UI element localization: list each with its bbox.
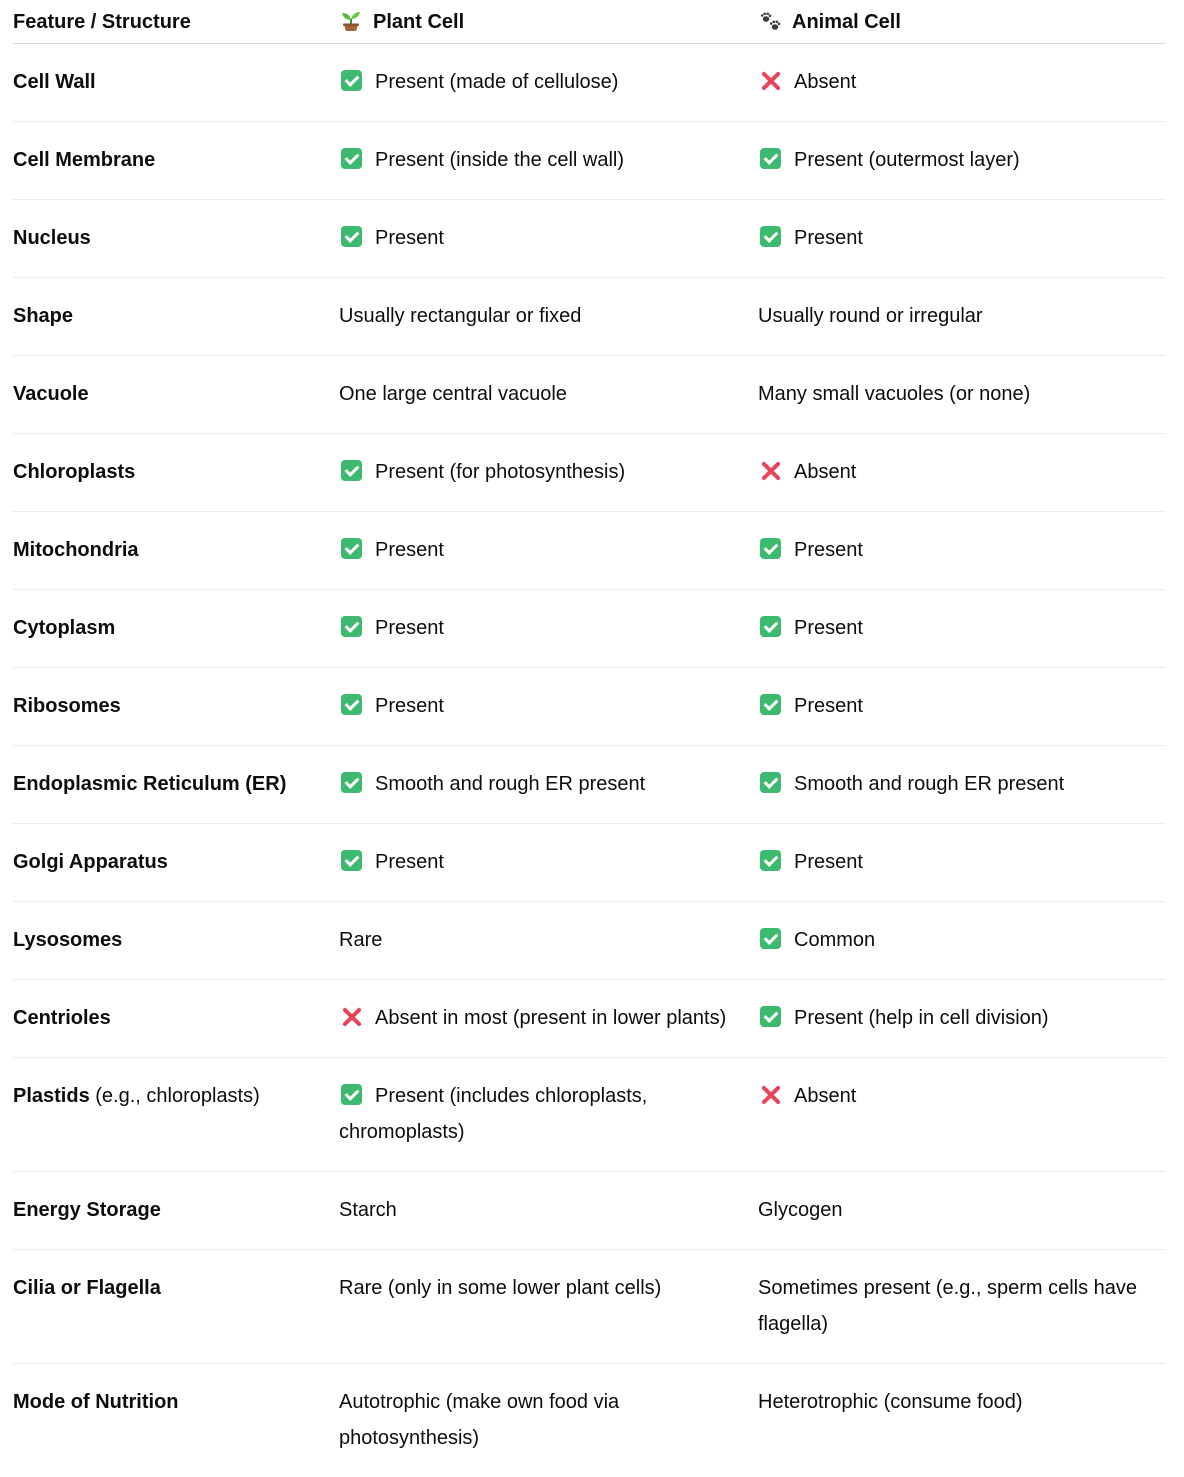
feature-cell (13, 512, 339, 590)
table-row (13, 1364, 1165, 1477)
table-row (13, 434, 1165, 512)
animal-cell (758, 278, 1165, 356)
feature-cell (13, 434, 339, 512)
feature-name: Chloroplasts (13, 461, 135, 483)
feature-name: Mode of Nutrition (13, 1391, 179, 1413)
plant-value: Starch (339, 1199, 397, 1221)
plant-value: Present (includes chloroplasts, chromoplasts) (339, 1085, 647, 1143)
plant-cell (339, 356, 758, 434)
table-row (13, 980, 1165, 1058)
table-row (13, 668, 1165, 746)
plant-cell (339, 902, 758, 980)
plant-cell (339, 668, 758, 746)
feature-cell (13, 824, 339, 902)
plant-cell (339, 44, 758, 122)
animal-value: Sometimes present (e.g., sperm cells have flagella) (758, 1277, 1137, 1335)
animal-cell (758, 1058, 1165, 1172)
plant-value: Rare (only in some lower plant cells) (339, 1277, 661, 1299)
table-row (13, 278, 1165, 356)
feature-name: Centrioles (13, 1007, 111, 1029)
animal-cell (758, 356, 1165, 434)
animal-value: Common (794, 929, 875, 951)
feature-name: Energy Storage (13, 1199, 161, 1221)
plant-value: Autotrophic (make own food via photosynthesis) (339, 1391, 619, 1449)
plant-value: Present (375, 539, 444, 561)
plant-value: Rare (339, 929, 382, 951)
feature-name: Endoplasmic Reticulum (ER) (13, 773, 286, 795)
plant-value: Smooth and rough ER present (375, 773, 645, 795)
check-mark-icon (760, 694, 781, 715)
feature-cell (13, 122, 339, 200)
animal-cell (758, 1172, 1165, 1250)
feature-name: Lysosomes (13, 929, 122, 951)
seedling-icon (339, 10, 363, 32)
animal-cell (758, 590, 1165, 668)
animal-cell (758, 824, 1165, 902)
animal-cell (758, 980, 1165, 1058)
animal-value: Present (794, 695, 863, 717)
check-mark-icon (760, 850, 781, 871)
animal-cell (758, 434, 1165, 512)
animal-cell (758, 668, 1165, 746)
cell-comparison-table (13, 0, 1165, 1477)
plant-cell (339, 1364, 758, 1477)
feature-name: Shape (13, 305, 73, 327)
plant-value: One large central vacuole (339, 383, 567, 405)
feature-cell (13, 278, 339, 356)
check-mark-icon (341, 460, 362, 481)
plant-value: Present (375, 695, 444, 717)
animal-value: Absent (794, 1085, 856, 1107)
feature-name: Cilia or Flagella (13, 1277, 161, 1299)
animal-value: Present (794, 227, 863, 249)
header-feature-label: Feature / Structure (13, 10, 339, 34)
animal-value: Present (794, 851, 863, 873)
feature-cell (13, 980, 339, 1058)
check-mark-icon (341, 70, 362, 91)
animal-cell (758, 512, 1165, 590)
header-plant-label: Plant Cell (373, 11, 464, 33)
table-row (13, 200, 1165, 278)
table-row (13, 824, 1165, 902)
feature-name: Golgi Apparatus (13, 851, 168, 873)
plant-value: Absent in most (present in lower plants) (375, 1007, 726, 1029)
animal-cell (758, 122, 1165, 200)
table-row (13, 902, 1165, 980)
check-mark-icon (760, 538, 781, 559)
animal-cell (758, 200, 1165, 278)
plant-cell (339, 278, 758, 356)
feature-cell (13, 200, 339, 278)
feature-name: Mitochondria (13, 539, 139, 561)
table-body (13, 44, 1165, 1477)
feature-name: Plastids (13, 1085, 90, 1107)
plant-value: Present (made of cellulose) (375, 71, 618, 93)
animal-value: Usually round or irregular (758, 305, 983, 327)
animal-value: Glycogen (758, 1199, 843, 1221)
animal-value: Absent (794, 71, 856, 93)
animal-value: Present (help in cell division) (794, 1007, 1049, 1029)
plant-value: Present (375, 851, 444, 873)
plant-value: Present (inside the cell wall) (375, 149, 624, 171)
table-header-row (13, 0, 1165, 44)
feature-cell (13, 590, 339, 668)
animal-value: Smooth and rough ER present (794, 773, 1064, 795)
plant-cell (339, 590, 758, 668)
table-row (13, 356, 1165, 434)
cross-mark-icon (760, 460, 781, 481)
animal-value: Present (794, 617, 863, 639)
animal-value: Heterotrophic (consume food) (758, 1391, 1023, 1413)
animal-cell (758, 746, 1165, 824)
cross-mark-icon (760, 70, 781, 91)
header-plant-cell (339, 0, 758, 44)
check-mark-icon (341, 538, 362, 559)
feature-name: Ribosomes (13, 695, 121, 717)
animal-value: Absent (794, 461, 856, 483)
header-animal-label: Animal Cell (792, 11, 901, 33)
animal-cell (758, 1364, 1165, 1477)
animal-value: Present (outermost layer) (794, 149, 1020, 171)
feature-name: Cell Wall (13, 71, 96, 93)
check-mark-icon (760, 616, 781, 637)
animal-value: Many small vacuoles (or none) (758, 383, 1030, 405)
animal-cell (758, 902, 1165, 980)
table-row (13, 122, 1165, 200)
plant-value: Present (375, 617, 444, 639)
plant-cell (339, 434, 758, 512)
feature-cell (13, 668, 339, 746)
check-mark-icon (760, 226, 781, 247)
check-mark-icon (341, 772, 362, 793)
plant-cell (339, 200, 758, 278)
check-mark-icon (760, 772, 781, 793)
check-mark-icon (341, 616, 362, 637)
cross-mark-icon (341, 1006, 362, 1027)
header-animal-cell (758, 0, 1165, 44)
plant-cell (339, 1058, 758, 1172)
feature-cell (13, 1250, 339, 1364)
paw-prints-icon (758, 10, 782, 32)
check-mark-icon (341, 694, 362, 715)
feature-name: Vacuole (13, 383, 89, 405)
plant-cell (339, 746, 758, 824)
feature-note: (e.g., chloroplasts) (95, 1085, 260, 1107)
plant-cell (339, 980, 758, 1058)
table-row (13, 746, 1165, 824)
check-mark-icon (341, 1084, 362, 1105)
check-mark-icon (341, 148, 362, 169)
feature-name: Cytoplasm (13, 617, 115, 639)
table-row (13, 1250, 1165, 1364)
plant-value: Usually rectangular or fixed (339, 305, 581, 327)
check-mark-icon (760, 928, 781, 949)
plant-cell (339, 1172, 758, 1250)
feature-cell (13, 1364, 339, 1477)
feature-cell (13, 1172, 339, 1250)
table-row (13, 1058, 1165, 1172)
plant-cell (339, 122, 758, 200)
table-row (13, 44, 1165, 122)
check-mark-icon (341, 226, 362, 247)
feature-cell (13, 1058, 339, 1172)
feature-cell (13, 746, 339, 824)
table-row (13, 1172, 1165, 1250)
animal-cell (758, 1250, 1165, 1364)
cross-mark-icon (760, 1084, 781, 1105)
table-row (13, 590, 1165, 668)
plant-cell (339, 1250, 758, 1364)
feature-cell (13, 902, 339, 980)
plant-value: Present (for photosynthesis) (375, 461, 625, 483)
plant-cell (339, 824, 758, 902)
plant-cell (339, 512, 758, 590)
check-mark-icon (760, 148, 781, 169)
feature-cell (13, 44, 339, 122)
feature-name: Cell Membrane (13, 149, 155, 171)
check-mark-icon (341, 850, 362, 871)
check-mark-icon (760, 1006, 781, 1027)
animal-value: Present (794, 539, 863, 561)
header-feature (13, 0, 339, 44)
plant-value: Present (375, 227, 444, 249)
feature-cell (13, 356, 339, 434)
animal-cell (758, 44, 1165, 122)
comparison-table-container (13, 0, 1165, 1477)
table-row (13, 512, 1165, 590)
feature-name: Nucleus (13, 227, 91, 249)
